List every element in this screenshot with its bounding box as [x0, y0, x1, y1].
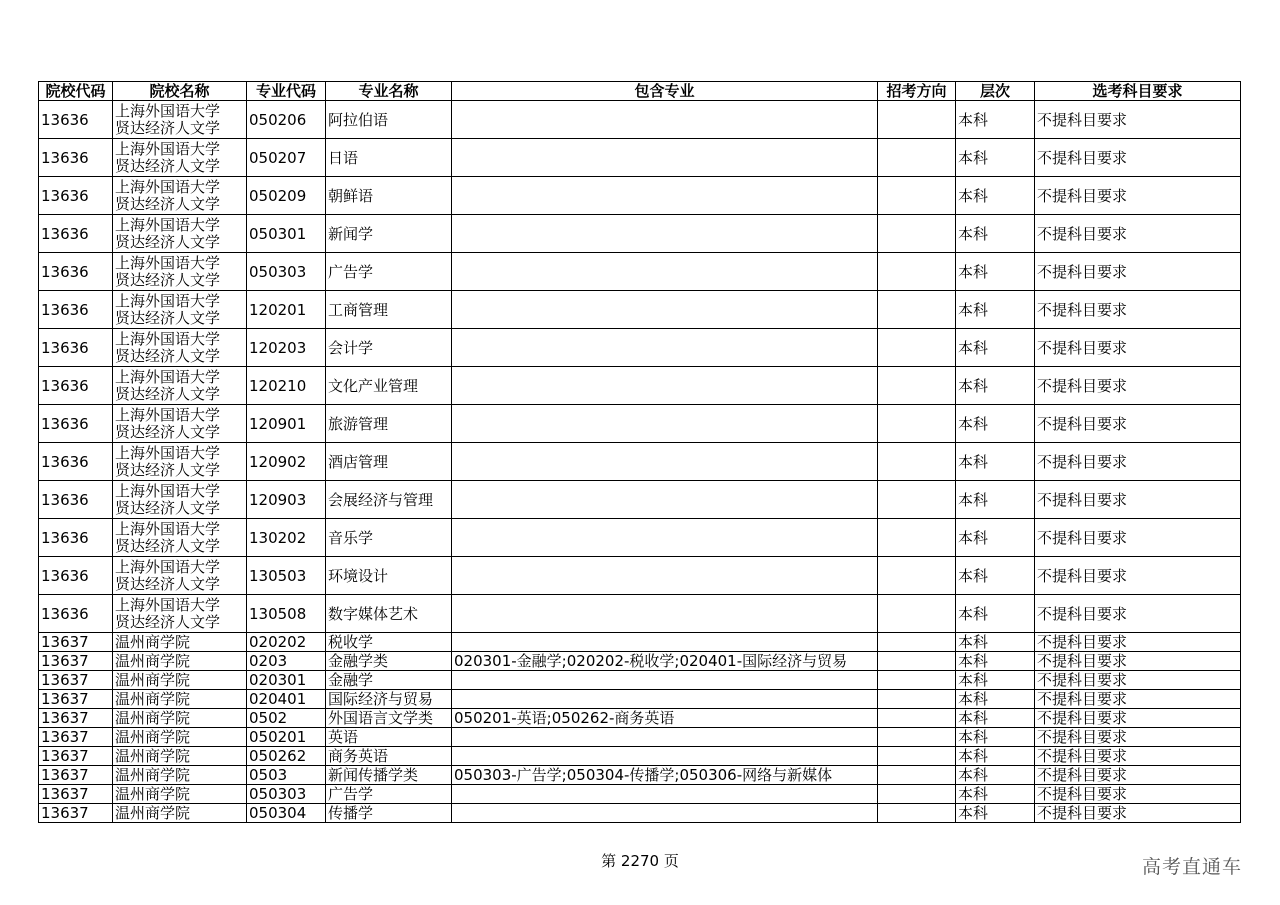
school-name-line: 温州商学院 [115, 708, 191, 727]
table-row [39, 804, 1241, 823]
level-cell: 本科 [956, 101, 1035, 139]
school-name-line: 上海外国语大学 [115, 557, 221, 576]
table-row [39, 215, 1241, 253]
school-code-cell: 13636 [39, 367, 113, 405]
requirement-cell: 不提科目要求 [1035, 709, 1241, 728]
school-name-line: 贤达经济人文学 [115, 118, 221, 137]
school-name-line: 贤达经济人文学 [115, 270, 221, 289]
major-code-cell: 020301 [247, 671, 326, 690]
direction-cell [878, 671, 956, 690]
school-name-cell [113, 728, 247, 747]
major-name-cell: 商务英语 [326, 747, 452, 766]
level-cell: 本科 [956, 291, 1035, 329]
major-name-cell: 英语 [326, 728, 452, 747]
requirement-cell: 不提科目要求 [1035, 690, 1241, 709]
major-code-cell: 130503 [247, 557, 326, 595]
school-code-cell: 13636 [39, 139, 113, 177]
table-row [39, 519, 1241, 557]
school-name-line: 上海外国语大学 [115, 329, 221, 348]
school-name-line: 贤达经济人文学 [115, 460, 221, 479]
major-code-cell: 050201 [247, 728, 326, 747]
direction-cell [878, 690, 956, 709]
requirement-cell: 不提科目要求 [1035, 367, 1241, 405]
major-name-cell: 旅游管理 [326, 405, 452, 443]
major-code-cell: 050206 [247, 101, 326, 139]
col-header-direction: 招考方向 [878, 82, 956, 101]
major-code-cell: 050304 [247, 804, 326, 823]
direction-cell [878, 557, 956, 595]
major-code-cell: 130508 [247, 595, 326, 633]
level-cell: 本科 [956, 804, 1035, 823]
level-cell: 本科 [956, 766, 1035, 785]
col-header-major-code: 专业代码 [247, 82, 326, 101]
school-name-line: 温州商学院 [115, 670, 191, 689]
table-row [39, 139, 1241, 177]
level-cell: 本科 [956, 367, 1035, 405]
includes-cell [452, 215, 878, 253]
includes-cell [452, 101, 878, 139]
school-name-cell [113, 519, 247, 557]
school-name-line: 上海外国语大学 [115, 481, 221, 500]
major-code-cell: 120902 [247, 443, 326, 481]
school-code-cell: 13637 [39, 766, 113, 785]
level-cell: 本科 [956, 728, 1035, 747]
includes-cell [452, 785, 878, 804]
school-name-cell [113, 405, 247, 443]
major-name-cell: 数字媒体艺术 [326, 595, 452, 633]
school-code-cell: 13637 [39, 785, 113, 804]
school-name-line: 贤达经济人文学 [115, 384, 221, 403]
school-name-line: 上海外国语大学 [115, 139, 221, 158]
requirement-cell: 不提科目要求 [1035, 633, 1241, 652]
includes-cell [452, 671, 878, 690]
school-name-cell [113, 367, 247, 405]
school-code-cell: 13636 [39, 101, 113, 139]
requirement-cell: 不提科目要求 [1035, 557, 1241, 595]
table-row [39, 652, 1241, 671]
major-code-cell: 020401 [247, 690, 326, 709]
admission-table [38, 81, 1241, 823]
school-name-line: 贤达经济人文学 [115, 536, 221, 555]
school-code-cell: 13637 [39, 804, 113, 823]
school-name-cell [113, 443, 247, 481]
major-name-cell: 音乐学 [326, 519, 452, 557]
table-row [39, 671, 1241, 690]
major-name-cell: 金融学 [326, 671, 452, 690]
school-code-cell: 13637 [39, 728, 113, 747]
school-code-cell: 13636 [39, 177, 113, 215]
direction-cell [878, 443, 956, 481]
school-code-cell: 13636 [39, 329, 113, 367]
requirement-cell: 不提科目要求 [1035, 101, 1241, 139]
direction-cell [878, 804, 956, 823]
table-row [39, 291, 1241, 329]
col-header-major-name: 专业名称 [326, 82, 452, 101]
school-name-cell [113, 709, 247, 728]
major-code-cell: 120901 [247, 405, 326, 443]
direction-cell [878, 101, 956, 139]
school-name-cell [113, 481, 247, 519]
requirement-cell: 不提科目要求 [1035, 253, 1241, 291]
level-cell: 本科 [956, 709, 1035, 728]
requirement-cell: 不提科目要求 [1035, 652, 1241, 671]
school-name-line: 贤达经济人文学 [115, 498, 221, 517]
level-cell: 本科 [956, 443, 1035, 481]
school-name-cell [113, 766, 247, 785]
table-row [39, 766, 1241, 785]
school-code-cell: 13637 [39, 690, 113, 709]
requirement-cell: 不提科目要求 [1035, 481, 1241, 519]
school-code-cell: 13636 [39, 481, 113, 519]
requirement-cell: 不提科目要求 [1035, 671, 1241, 690]
direction-cell [878, 652, 956, 671]
table-row [39, 747, 1241, 766]
school-name-line: 上海外国语大学 [115, 215, 221, 234]
includes-cell: 020301-金融学;020202-税收学;020401-国际经济与贸易 [452, 652, 878, 671]
includes-cell: 050303-广告学;050304-传播学;050306-网络与新媒体 [452, 766, 878, 785]
includes-cell [452, 519, 878, 557]
school-name-line: 温州商学院 [115, 632, 191, 651]
major-code-cell: 050207 [247, 139, 326, 177]
major-code-cell: 130202 [247, 519, 326, 557]
level-cell: 本科 [956, 481, 1035, 519]
school-code-cell: 13636 [39, 519, 113, 557]
school-code-cell: 13636 [39, 443, 113, 481]
major-code-cell: 050262 [247, 747, 326, 766]
school-name-cell [113, 747, 247, 766]
includes-cell: 050201-英语;050262-商务英语 [452, 709, 878, 728]
school-name-line: 上海外国语大学 [115, 253, 221, 272]
major-name-cell: 文化产业管理 [326, 367, 452, 405]
major-code-cell: 0502 [247, 709, 326, 728]
level-cell: 本科 [956, 405, 1035, 443]
level-cell: 本科 [956, 671, 1035, 690]
school-name-cell [113, 633, 247, 652]
school-name-line: 温州商学院 [115, 765, 191, 784]
major-code-cell: 120203 [247, 329, 326, 367]
school-name-cell [113, 253, 247, 291]
level-cell: 本科 [956, 253, 1035, 291]
includes-cell [452, 747, 878, 766]
school-name-line: 温州商学院 [115, 803, 191, 822]
major-code-cell: 120210 [247, 367, 326, 405]
includes-cell [452, 690, 878, 709]
table-row [39, 101, 1241, 139]
major-name-cell: 阿拉伯语 [326, 101, 452, 139]
includes-cell [452, 557, 878, 595]
requirement-cell: 不提科目要求 [1035, 785, 1241, 804]
includes-cell [452, 804, 878, 823]
school-code-cell: 13636 [39, 595, 113, 633]
school-name-line: 温州商学院 [115, 784, 191, 803]
includes-cell [452, 367, 878, 405]
school-name-line: 贤达经济人文学 [115, 156, 221, 175]
school-name-line: 温州商学院 [115, 727, 191, 746]
major-name-cell: 会计学 [326, 329, 452, 367]
direction-cell [878, 728, 956, 747]
school-name-line: 上海外国语大学 [115, 443, 221, 462]
includes-cell [452, 177, 878, 215]
major-code-cell: 120201 [247, 291, 326, 329]
direction-cell [878, 405, 956, 443]
school-name-cell [113, 804, 247, 823]
col-header-requirement: 选考科目要求 [1035, 82, 1241, 101]
school-code-cell: 13636 [39, 405, 113, 443]
major-name-cell: 传播学 [326, 804, 452, 823]
level-cell: 本科 [956, 519, 1035, 557]
major-name-cell: 日语 [326, 139, 452, 177]
col-header-level: 层次 [956, 82, 1035, 101]
includes-cell [452, 481, 878, 519]
requirement-cell: 不提科目要求 [1035, 595, 1241, 633]
major-code-cell: 120903 [247, 481, 326, 519]
school-name-cell [113, 557, 247, 595]
requirement-cell: 不提科目要求 [1035, 329, 1241, 367]
school-name-cell [113, 690, 247, 709]
level-cell: 本科 [956, 215, 1035, 253]
requirement-cell: 不提科目要求 [1035, 519, 1241, 557]
col-header-school-code: 院校代码 [39, 82, 113, 101]
school-name-cell [113, 101, 247, 139]
school-name-line: 上海外国语大学 [115, 405, 221, 424]
school-name-line: 上海外国语大学 [115, 291, 221, 310]
direction-cell [878, 709, 956, 728]
major-name-cell: 工商管理 [326, 291, 452, 329]
table-row [39, 253, 1241, 291]
level-cell: 本科 [956, 633, 1035, 652]
school-code-cell: 13636 [39, 291, 113, 329]
header-row [39, 82, 1241, 101]
includes-cell [452, 329, 878, 367]
school-code-cell: 13637 [39, 652, 113, 671]
table-row [39, 595, 1241, 633]
school-code-cell: 13636 [39, 215, 113, 253]
major-name-cell: 新闻学 [326, 215, 452, 253]
table-row [39, 405, 1241, 443]
requirement-cell: 不提科目要求 [1035, 215, 1241, 253]
table-row [39, 443, 1241, 481]
watermark: 高考直通车 [1142, 856, 1243, 878]
school-name-cell [113, 329, 247, 367]
school-code-cell: 13637 [39, 709, 113, 728]
major-name-cell: 广告学 [326, 253, 452, 291]
school-name-cell [113, 785, 247, 804]
requirement-cell: 不提科目要求 [1035, 804, 1241, 823]
school-code-cell: 13637 [39, 671, 113, 690]
major-name-cell: 朝鲜语 [326, 177, 452, 215]
table-row [39, 557, 1241, 595]
major-code-cell: 050303 [247, 253, 326, 291]
school-code-cell: 13636 [39, 253, 113, 291]
table-row [39, 177, 1241, 215]
includes-cell [452, 633, 878, 652]
major-code-cell: 050301 [247, 215, 326, 253]
school-name-line: 上海外国语大学 [115, 177, 221, 196]
school-name-line: 上海外国语大学 [115, 367, 221, 386]
school-name-cell [113, 291, 247, 329]
school-name-cell [113, 215, 247, 253]
requirement-cell: 不提科目要求 [1035, 291, 1241, 329]
school-name-line: 上海外国语大学 [115, 519, 221, 538]
level-cell: 本科 [956, 747, 1035, 766]
major-name-cell: 环境设计 [326, 557, 452, 595]
school-name-cell [113, 139, 247, 177]
col-header-includes: 包含专业 [452, 82, 878, 101]
direction-cell [878, 481, 956, 519]
school-name-line: 贤达经济人文学 [115, 422, 221, 441]
major-code-cell: 020202 [247, 633, 326, 652]
level-cell: 本科 [956, 177, 1035, 215]
direction-cell [878, 253, 956, 291]
direction-cell [878, 747, 956, 766]
requirement-cell: 不提科目要求 [1035, 177, 1241, 215]
includes-cell [452, 595, 878, 633]
major-name-cell: 金融学类 [326, 652, 452, 671]
major-name-cell: 外国语言文学类 [326, 709, 452, 728]
direction-cell [878, 595, 956, 633]
includes-cell [452, 139, 878, 177]
table-row [39, 690, 1241, 709]
direction-cell [878, 177, 956, 215]
direction-cell [878, 215, 956, 253]
table-row [39, 709, 1241, 728]
school-name-line: 上海外国语大学 [115, 101, 221, 120]
requirement-cell: 不提科目要求 [1035, 405, 1241, 443]
direction-cell [878, 291, 956, 329]
direction-cell [878, 785, 956, 804]
major-name-cell: 新闻传播学类 [326, 766, 452, 785]
school-name-line: 贤达经济人文学 [115, 612, 221, 631]
level-cell: 本科 [956, 557, 1035, 595]
level-cell: 本科 [956, 785, 1035, 804]
school-code-cell: 13636 [39, 557, 113, 595]
direction-cell [878, 139, 956, 177]
school-name-cell [113, 177, 247, 215]
level-cell: 本科 [956, 139, 1035, 177]
table-row [39, 329, 1241, 367]
includes-cell [452, 443, 878, 481]
level-cell: 本科 [956, 595, 1035, 633]
page-number: 第 2270 页 [601, 852, 679, 870]
major-code-cell: 0503 [247, 766, 326, 785]
school-name-line: 贤达经济人文学 [115, 232, 221, 251]
requirement-cell: 不提科目要求 [1035, 728, 1241, 747]
major-name-cell: 广告学 [326, 785, 452, 804]
direction-cell [878, 519, 956, 557]
school-name-line: 温州商学院 [115, 651, 191, 670]
major-code-cell: 0203 [247, 652, 326, 671]
direction-cell [878, 766, 956, 785]
school-name-line: 贤达经济人文学 [115, 194, 221, 213]
table-body [39, 101, 1241, 823]
direction-cell [878, 367, 956, 405]
major-name-cell: 会展经济与管理 [326, 481, 452, 519]
school-name-line: 温州商学院 [115, 689, 191, 708]
level-cell: 本科 [956, 652, 1035, 671]
level-cell: 本科 [956, 690, 1035, 709]
includes-cell [452, 253, 878, 291]
table-row [39, 785, 1241, 804]
level-cell: 本科 [956, 329, 1035, 367]
school-code-cell: 13637 [39, 633, 113, 652]
school-name-line: 贤达经济人文学 [115, 308, 221, 327]
school-name-cell [113, 595, 247, 633]
school-code-cell: 13637 [39, 747, 113, 766]
requirement-cell: 不提科目要求 [1035, 139, 1241, 177]
school-name-cell [113, 652, 247, 671]
table-row [39, 633, 1241, 652]
requirement-cell: 不提科目要求 [1035, 747, 1241, 766]
includes-cell [452, 728, 878, 747]
school-name-cell [113, 671, 247, 690]
col-header-school-name: 院校名称 [113, 82, 247, 101]
major-code-cell: 050209 [247, 177, 326, 215]
major-name-cell: 税收学 [326, 633, 452, 652]
requirement-cell: 不提科目要求 [1035, 443, 1241, 481]
school-name-line: 贤达经济人文学 [115, 574, 221, 593]
major-name-cell: 酒店管理 [326, 443, 452, 481]
direction-cell [878, 633, 956, 652]
major-code-cell: 050303 [247, 785, 326, 804]
includes-cell [452, 405, 878, 443]
school-name-line: 上海外国语大学 [115, 595, 221, 614]
includes-cell [452, 291, 878, 329]
table-row [39, 481, 1241, 519]
major-name-cell: 国际经济与贸易 [326, 690, 452, 709]
requirement-cell: 不提科目要求 [1035, 766, 1241, 785]
school-name-line: 温州商学院 [115, 746, 191, 765]
table-row [39, 728, 1241, 747]
direction-cell [878, 329, 956, 367]
table-row [39, 367, 1241, 405]
school-name-line: 贤达经济人文学 [115, 346, 221, 365]
